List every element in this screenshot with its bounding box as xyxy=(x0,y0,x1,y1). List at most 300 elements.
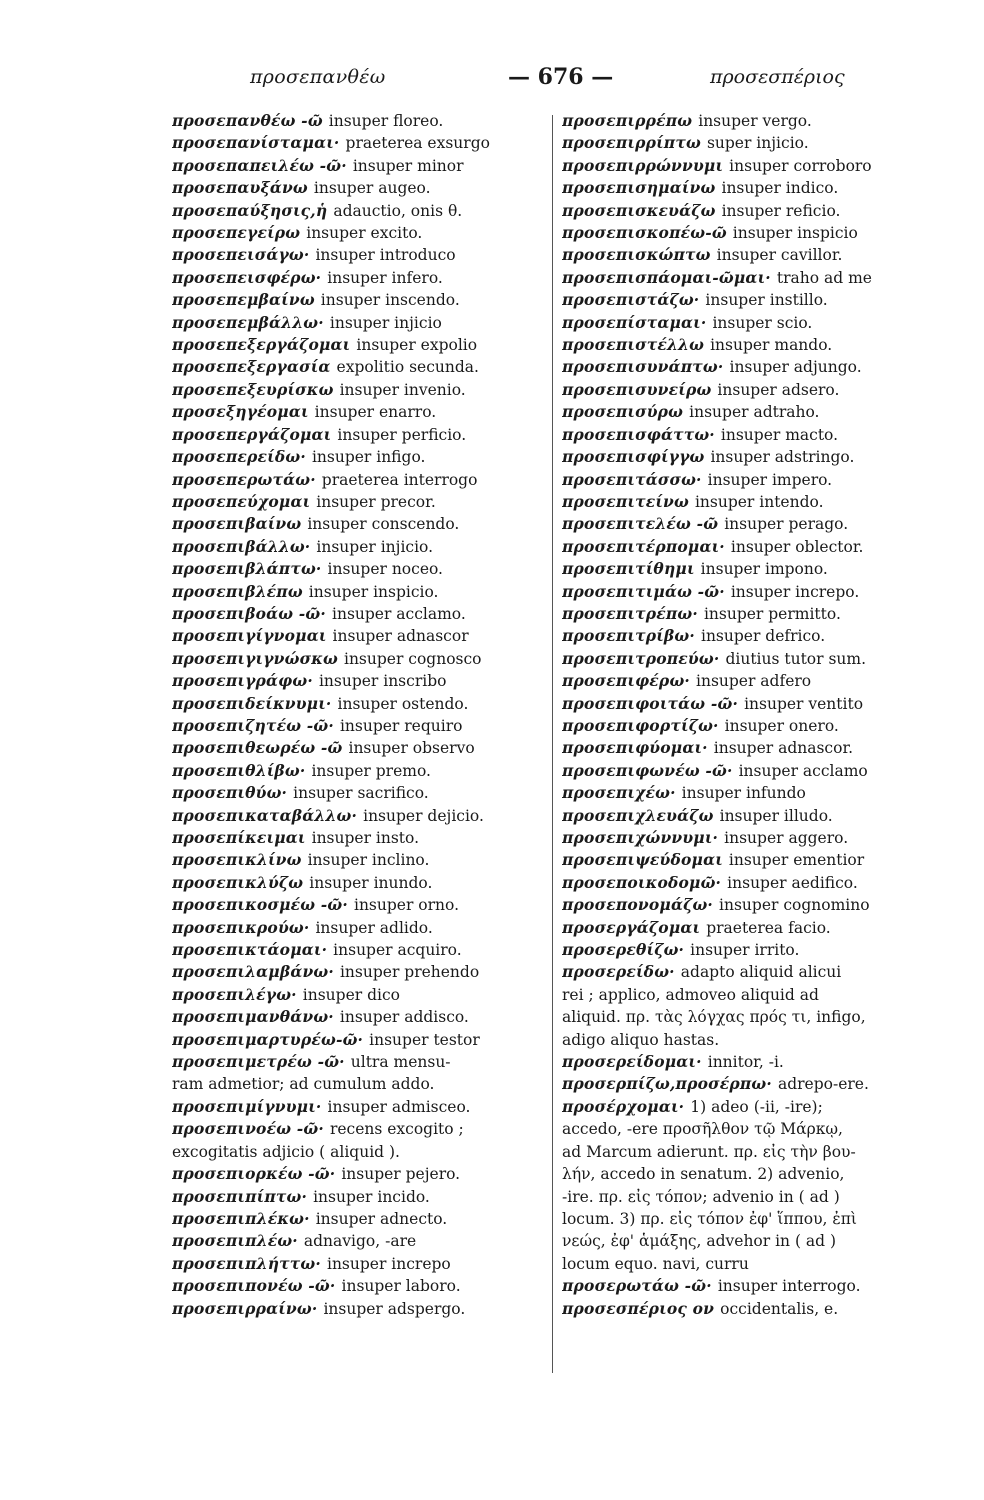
definition: insuper orno. xyxy=(353,896,460,915)
headword: προσεπιτέρπομαι· xyxy=(562,536,725,556)
headword: προσεπερωτάω· xyxy=(172,469,316,489)
headword: προσερείδω· xyxy=(562,962,675,982)
definition: insuper excito. xyxy=(306,224,423,243)
dictionary-entry xyxy=(562,1298,934,1320)
definition: insuper onero. xyxy=(724,716,839,735)
entry-continuation: locum. 3) πρ. εἰς τόπον ἐφ' ἵππου, ἐπὶ xyxy=(562,1209,857,1228)
dictionary-entry xyxy=(172,917,550,939)
headword: προσεπιλέγω· xyxy=(172,984,297,1004)
dictionary-entry xyxy=(562,110,934,132)
dictionary-entry xyxy=(172,1298,550,1320)
dictionary-entry xyxy=(172,1275,550,1297)
dictionary-entry xyxy=(562,401,934,423)
dictionary-entry xyxy=(172,894,550,916)
headword: προσεπιπλέκω· xyxy=(172,1208,310,1228)
dictionary-entry xyxy=(562,356,934,378)
headword: προσεπίκειμαι xyxy=(172,828,306,847)
dictionary-entry xyxy=(562,782,934,804)
definition: insuper ventito xyxy=(744,694,864,713)
dictionary-entry xyxy=(562,581,934,603)
definition: insuper insto. xyxy=(311,829,420,847)
headword: προσεπιμανθάνω· xyxy=(172,1007,334,1027)
headword: προσεπιτείνω xyxy=(562,491,689,511)
definition: insuper observo xyxy=(348,739,475,758)
headword: προσεργάζομαι xyxy=(562,917,701,937)
definition: insuper inspicio xyxy=(732,224,858,243)
definition: insuper acquiro. xyxy=(333,941,462,960)
dictionary-entry xyxy=(172,289,550,311)
headword: προσεπιφέρω· xyxy=(562,671,690,691)
definition: insuper expolio xyxy=(356,336,478,355)
entry-continuation: νεώς, ἐφ' ἁμάξης, advehor in ( ad ) xyxy=(562,1232,837,1251)
headword: προσεπινοέω -ῶ· xyxy=(172,1119,324,1139)
headword: προσεπεμβαίνω xyxy=(172,290,315,310)
dictionary-entry xyxy=(172,177,550,199)
definition: insuper noceo. xyxy=(327,560,443,579)
headword: προσεπεξεργασία xyxy=(172,357,331,377)
definition: insuper perficio. xyxy=(337,425,467,444)
headword: προσεπιθεωρέω -ῶ xyxy=(172,738,343,758)
definition: insuper indico. xyxy=(721,179,839,198)
definition: adrepo-ere. xyxy=(777,1075,869,1094)
entry-continuation: -ire. πρ. εἰς τόπον; advenio in ( ad ) xyxy=(562,1187,840,1206)
headword: προσερείδομαι· xyxy=(562,1052,702,1072)
dictionary-entry xyxy=(172,1186,550,1208)
headword: προσερεθίζω· xyxy=(562,940,685,960)
dictionary-entry xyxy=(562,827,934,849)
dictionary-entry xyxy=(562,1051,934,1073)
definition: insuper infero. xyxy=(327,268,443,287)
definition: insuper adnascor xyxy=(332,627,469,646)
definition: insuper oblector. xyxy=(730,537,864,556)
headword: προσεπιτελέω -ῶ xyxy=(562,514,719,534)
definition: super injicio. xyxy=(706,134,809,153)
dictionary-entry xyxy=(562,558,934,580)
dictionary-entry xyxy=(172,1208,550,1230)
dictionary-entry xyxy=(562,334,934,356)
headword: προσεπισκοπέω-ῶ xyxy=(562,223,727,243)
dictionary-entry xyxy=(172,603,550,625)
dictionary-entry xyxy=(172,356,550,378)
headword: προσεπικαταβάλλω· xyxy=(172,805,358,825)
headword: προσεπιρραίνω· xyxy=(172,1298,318,1318)
definition: insuper adnascor. xyxy=(713,739,854,758)
headword: προσεπισυνείρω xyxy=(562,379,712,399)
definition: insuper instillo. xyxy=(705,291,828,310)
headword: προσεπισημαίνω xyxy=(562,178,716,198)
definition: insuper enarro. xyxy=(314,403,437,422)
dictionary-entry xyxy=(562,536,934,558)
dictionary-entry xyxy=(172,491,550,513)
dictionary-entry xyxy=(172,849,550,871)
dictionary-entry xyxy=(562,155,934,177)
definition: insuper addisco. xyxy=(339,1008,469,1027)
definition: insuper premo. xyxy=(311,761,431,780)
column-divider xyxy=(552,115,553,1373)
definition: insuper injicio xyxy=(329,313,442,332)
dictionary-entry xyxy=(562,177,934,199)
definition: insuper increpo. xyxy=(730,582,860,601)
dictionary-entry xyxy=(172,737,550,759)
definition: insuper introduco xyxy=(315,246,456,265)
headword: προσεπιγίγνομαι xyxy=(172,626,327,646)
dictionary-entry xyxy=(562,715,934,737)
definition: insuper minor xyxy=(352,156,464,175)
dictionary-entry xyxy=(172,693,550,715)
dictionary-entry xyxy=(562,603,934,625)
dictionary-entry xyxy=(172,670,550,692)
header-right-word: προσεσπέριος xyxy=(710,66,845,88)
definition: insuper inclino. xyxy=(307,851,430,870)
definition: insuper sacrifico. xyxy=(293,784,429,803)
dictionary-entry xyxy=(172,581,550,603)
definition: insuper defrico. xyxy=(700,627,826,646)
entry-continuation: excogitatis adjicio ( aliquid ). xyxy=(172,1142,400,1161)
dictionary-entry xyxy=(172,379,550,401)
dictionary-entry xyxy=(172,939,550,961)
dictionary-entry xyxy=(172,155,550,177)
dictionary-entry xyxy=(172,267,550,289)
dictionary-entry xyxy=(172,558,550,580)
definition: insuper macto. xyxy=(720,425,839,444)
definition: insuper requiro xyxy=(339,716,463,735)
headword: προσεπίσταμαι· xyxy=(562,312,707,332)
definition: insuper cognosco xyxy=(343,649,482,668)
headword: προσεπιζητέω -ῶ· xyxy=(172,715,334,735)
definition: ultra mensu- xyxy=(350,1053,451,1072)
dictionary-entry xyxy=(172,469,550,491)
headword: προσεπεξεργάζομαι xyxy=(172,335,351,355)
headword: προσεπιφωνέω -ῶ· xyxy=(562,760,733,780)
definition: insuper aedifico. xyxy=(727,873,858,892)
dictionary-entry xyxy=(172,715,550,737)
dictionary-entry xyxy=(172,401,550,423)
definition: insuper dico xyxy=(302,985,400,1004)
definition: insuper dejicio. xyxy=(363,806,484,825)
headword: προσεπανθέω -ῶ xyxy=(172,111,323,130)
headword: προσεπισκώπτω xyxy=(562,245,711,265)
definition: praeterea facio. xyxy=(706,918,831,937)
headword: προσεπιχλευάζω xyxy=(562,805,714,825)
dictionary-entry xyxy=(172,1118,550,1140)
definition: insuper interrogo. xyxy=(717,1277,861,1296)
dictionary-entry xyxy=(562,894,934,916)
headword: προσεπικρούω· xyxy=(172,917,310,937)
definition: insuper adstringo. xyxy=(710,448,855,467)
dictionary-entry xyxy=(562,200,934,222)
headword: προσεπιτρέπω· xyxy=(562,603,698,623)
dictionary-entry xyxy=(172,312,550,334)
headword: προσεπιθύω· xyxy=(172,783,288,803)
headword: προσεπεγείρω xyxy=(172,223,301,243)
definition: insuper permitto. xyxy=(703,604,841,623)
dictionary-entry xyxy=(562,849,934,871)
headword: προσεπιπλέω· xyxy=(172,1231,298,1251)
dictionary-entry xyxy=(172,1051,550,1073)
definition: insuper adtraho. xyxy=(689,403,820,422)
headword: προσεπιβαίνω xyxy=(172,514,302,534)
definition: insuper testor xyxy=(369,1030,480,1049)
entry-continuation: λήν, accedo in senatum. 2) advenio, xyxy=(562,1165,845,1184)
dictionary-entry xyxy=(562,424,934,446)
headword: προσεπεισφέρω· xyxy=(172,267,322,287)
headword: προσερπίζω,προσέρπω· xyxy=(562,1074,772,1094)
headword: προσεπιψεύδομαι xyxy=(562,850,723,870)
definition: insuper inundo. xyxy=(309,873,433,892)
definition: insuper inscendo. xyxy=(320,291,460,310)
entry-continuation: aliquid. πρ. τὰς λόγχας πρός τι, infigo, xyxy=(562,1008,866,1027)
headword: προσεπιτάσσω· xyxy=(562,469,702,489)
dictionary-entry xyxy=(172,648,550,670)
definition: insuper scio. xyxy=(712,313,813,332)
right-column xyxy=(562,110,934,1320)
definition: diutius tutor sum. xyxy=(725,649,867,668)
headword: προσεπικλύζω xyxy=(172,872,304,892)
dictionary-entry xyxy=(172,1253,550,1275)
dictionary-entry xyxy=(562,737,934,759)
definition: insuper inscribo xyxy=(318,672,447,691)
headword: προσεπιδείκνυμι· xyxy=(172,693,332,713)
dictionary-entry xyxy=(172,961,550,983)
headword: προσεπιμετρέω -ῶ· xyxy=(172,1052,345,1072)
headword: προσεπισπάομαι-ῶμαι· xyxy=(562,267,771,287)
dictionary-entry xyxy=(172,1006,550,1028)
definition: insuper invenio. xyxy=(339,380,466,399)
dictionary-entry xyxy=(562,1096,934,1118)
headword: προσεπεύχομαι xyxy=(172,491,311,511)
dictionary-entry xyxy=(172,805,550,827)
definition: insuper intendo. xyxy=(694,492,824,511)
headword: προσεπανίσταμαι· xyxy=(172,133,340,153)
headword: προσεπιφορτίζω· xyxy=(562,715,719,735)
definition: adapto aliquid alicui xyxy=(680,963,842,982)
dictionary-entry xyxy=(172,782,550,804)
page-number: — 676 — xyxy=(508,64,614,90)
definition: recens excogito ; xyxy=(329,1120,464,1139)
headword: προσεπικοσμέω -ῶ· xyxy=(172,895,348,915)
definition: insuper incido. xyxy=(313,1187,430,1206)
definition: insuper precor. xyxy=(316,492,436,511)
definition: expolitio secunda. xyxy=(336,358,479,377)
entry-continuation: ad Marcum adierunt. πρ. εἰς τὴν βου- xyxy=(562,1142,856,1161)
dictionary-entry xyxy=(562,379,934,401)
headword: προσεπιρρέπω xyxy=(562,111,693,130)
headword: προσέρχομαι· xyxy=(562,1096,685,1116)
definition: insuper adfero xyxy=(696,672,812,691)
dictionary-entry xyxy=(172,872,550,894)
headword: προσεπεξευρίσκω xyxy=(172,379,334,399)
headword: προσεπιπίπτω· xyxy=(172,1186,308,1206)
definition: insuper vergo. xyxy=(698,112,812,130)
headword: προσεπισύρω xyxy=(562,402,684,422)
dictionary-entry xyxy=(172,334,550,356)
definition: insuper adjungo. xyxy=(729,358,862,377)
headword: προσεπιτρίβω· xyxy=(562,626,695,646)
headword: προσερωτάω -ῶ· xyxy=(562,1276,712,1296)
dictionary-entry xyxy=(172,1230,550,1252)
definition: insuper infigo. xyxy=(311,448,426,467)
headword: προσεπιβοάω -ῶ· xyxy=(172,603,326,623)
definition: insuper acclamo. xyxy=(332,604,466,623)
dictionary-entry xyxy=(172,760,550,782)
definition: insuper irrito. xyxy=(690,941,800,960)
dictionary-entry xyxy=(562,961,934,983)
headword: προσεπαυξάνω xyxy=(172,178,308,198)
dictionary-entry xyxy=(172,625,550,647)
headword: προσεπιπλήττω· xyxy=(172,1253,321,1273)
dictionary-entry xyxy=(562,917,934,939)
definition: 1) adeo (-ii, -ire); xyxy=(690,1097,823,1116)
definition: insuper adsero. xyxy=(717,380,840,399)
headword: προσεξηγέομαι xyxy=(172,402,309,422)
dictionary-entry xyxy=(562,872,934,894)
headword: προσεπισυνάπτω· xyxy=(562,357,724,377)
dictionary-entry xyxy=(562,244,934,266)
headword: προσεπιχώννυμι· xyxy=(562,828,719,847)
dictionary-entry xyxy=(562,693,934,715)
entry-continuation: locum equo. navi, curru xyxy=(562,1254,749,1273)
definition: insuper conscendo. xyxy=(307,515,460,534)
dictionary-entry xyxy=(172,424,550,446)
dictionary-entry xyxy=(562,267,934,289)
headword: προσεπιστάζω· xyxy=(562,290,700,310)
definition: insuper perago. xyxy=(724,515,849,534)
entry-continuation: accedo, -ere προσῆλθον τῷ Μάρκῳ, xyxy=(562,1120,843,1139)
dictionary-entry xyxy=(562,648,934,670)
headword: προσεπιορκέω -ῶ· xyxy=(172,1164,336,1184)
dictionary-entry xyxy=(562,469,934,491)
headword: προσεπιπονέω -ῶ· xyxy=(172,1276,336,1296)
header-left-word: προσεπανθέω xyxy=(250,66,386,88)
dictionary-entry xyxy=(172,110,550,132)
dictionary-entry xyxy=(172,984,550,1006)
definition: innitor, -i. xyxy=(707,1053,784,1072)
headword: προσεποικοδομῶ· xyxy=(562,872,722,892)
headword: προσεπιχέω· xyxy=(562,783,676,803)
dictionary-entry xyxy=(562,670,934,692)
entry-continuation: ram admetior; ad cumulum addo. xyxy=(172,1075,435,1094)
definition: insuper cognomino xyxy=(719,896,870,915)
headword: προσεπικτάομαι· xyxy=(172,940,328,960)
definition: insuper cavillor. xyxy=(716,246,843,265)
definition: insuper ostendo. xyxy=(337,694,469,713)
dictionary-entry xyxy=(172,1029,550,1051)
headword: προσεπιθλίβω· xyxy=(172,760,306,780)
definition: insuper pejero. xyxy=(341,1165,461,1184)
headword: προσεπικλίνω xyxy=(172,850,302,870)
definition: insuper adspergo. xyxy=(323,1299,466,1318)
dictionary-entry xyxy=(562,513,934,535)
headword: προσεπαπειλέω -ῶ· xyxy=(172,155,347,175)
dictionary-entry xyxy=(562,222,934,244)
definition: insuper illudo. xyxy=(719,806,833,825)
definition: insuper mando. xyxy=(710,336,833,355)
dictionary-entry xyxy=(562,491,934,513)
definition: insuper acclamo xyxy=(738,761,868,780)
headword: προσεπιβλάπτω· xyxy=(172,559,322,579)
headword: προσεπισφάττω· xyxy=(562,424,715,444)
dictionary-entry xyxy=(562,289,934,311)
headword: προσεπιτιμάω -ῶ· xyxy=(562,581,725,601)
definition: insuper infundo xyxy=(681,784,806,803)
headword: προσεπιρρίπτω xyxy=(562,133,701,153)
dictionary-entry xyxy=(172,1096,550,1118)
headword: προσεπιβλέπω xyxy=(172,581,303,601)
dictionary-entry xyxy=(172,244,550,266)
dictionary-entry xyxy=(172,446,550,468)
definition: insuper impono. xyxy=(700,560,828,579)
entry-continuation: rei ; applico, admoveo aliquid ad xyxy=(562,985,819,1004)
dictionary-entry xyxy=(172,200,550,222)
headword: προσεπιστέλλω xyxy=(562,335,705,355)
dictionary-entry xyxy=(172,536,550,558)
definition: insuper floreo. xyxy=(328,112,444,130)
dictionary-entry xyxy=(562,760,934,782)
headword: προσεπαύξησις,ἡ xyxy=(172,200,328,220)
headword: προσεπιγράφω· xyxy=(172,671,313,691)
headword: προσεπιφοιτάω -ῶ· xyxy=(562,693,739,713)
headword: προσεσπέριος ον xyxy=(562,1298,715,1318)
definition: insuper admisceo. xyxy=(327,1097,471,1116)
headword: προσεπιρρώννυμι xyxy=(562,155,724,175)
dictionary-entry xyxy=(562,625,934,647)
dictionary-entry xyxy=(562,805,934,827)
headword: προσεπιλαμβάνω· xyxy=(172,962,334,982)
dictionary-entry xyxy=(562,312,934,334)
definition: insuper impero. xyxy=(707,470,833,489)
definition: insuper ementior xyxy=(728,851,865,870)
headword: προσεπεισάγω· xyxy=(172,245,310,265)
definition: insuper adnecto. xyxy=(315,1209,448,1228)
definition: insuper increpo xyxy=(326,1254,451,1273)
definition: insuper reficio. xyxy=(721,201,841,220)
dictionary-entry xyxy=(562,939,934,961)
dictionary-entry xyxy=(172,222,550,244)
entry-continuation: adigo aliquo hastas. xyxy=(562,1030,720,1049)
definition: insuper adlido. xyxy=(315,918,433,937)
headword: προσεπιγιγνώσκω xyxy=(172,648,338,668)
dictionary-entry xyxy=(172,513,550,535)
definition: insuper aggero. xyxy=(724,829,849,847)
dictionary-entry xyxy=(562,446,934,468)
dictionary-entry xyxy=(172,1163,550,1185)
definition: insuper prehendo xyxy=(339,963,480,982)
dictionary-entry xyxy=(172,827,550,849)
dictionary-entry xyxy=(562,1275,934,1297)
running-header xyxy=(250,66,850,94)
definition: insuper injicio. xyxy=(316,537,434,556)
dictionary-entry xyxy=(562,1073,934,1095)
headword: προσεπιβάλλω· xyxy=(172,536,311,556)
definition: adnavigo, -are xyxy=(303,1232,417,1251)
definition: insuper laboro. xyxy=(341,1277,461,1296)
definition: adauctio, onis θ. xyxy=(333,201,463,220)
definition: insuper inspicio. xyxy=(308,582,439,601)
headword: προσεπερείδω· xyxy=(172,447,306,467)
definition: praeterea interrogo xyxy=(321,470,478,489)
definition: traho ad me xyxy=(776,268,872,287)
headword: προσεπεργάζομαι xyxy=(172,424,332,444)
headword: προσεπισκευάζω xyxy=(562,200,716,220)
headword: προσεπιφύομαι· xyxy=(562,738,708,758)
headword: προσεπιτροπεύω· xyxy=(562,648,720,668)
definition: occidentalis, e. xyxy=(720,1299,839,1318)
headword: προσεπεμβάλλω· xyxy=(172,312,324,332)
left-column xyxy=(172,110,550,1320)
headword: προσεπισφίγγω xyxy=(562,447,705,467)
dictionary-entry xyxy=(562,132,934,154)
headword: προσεπιτίθημι xyxy=(562,559,695,579)
